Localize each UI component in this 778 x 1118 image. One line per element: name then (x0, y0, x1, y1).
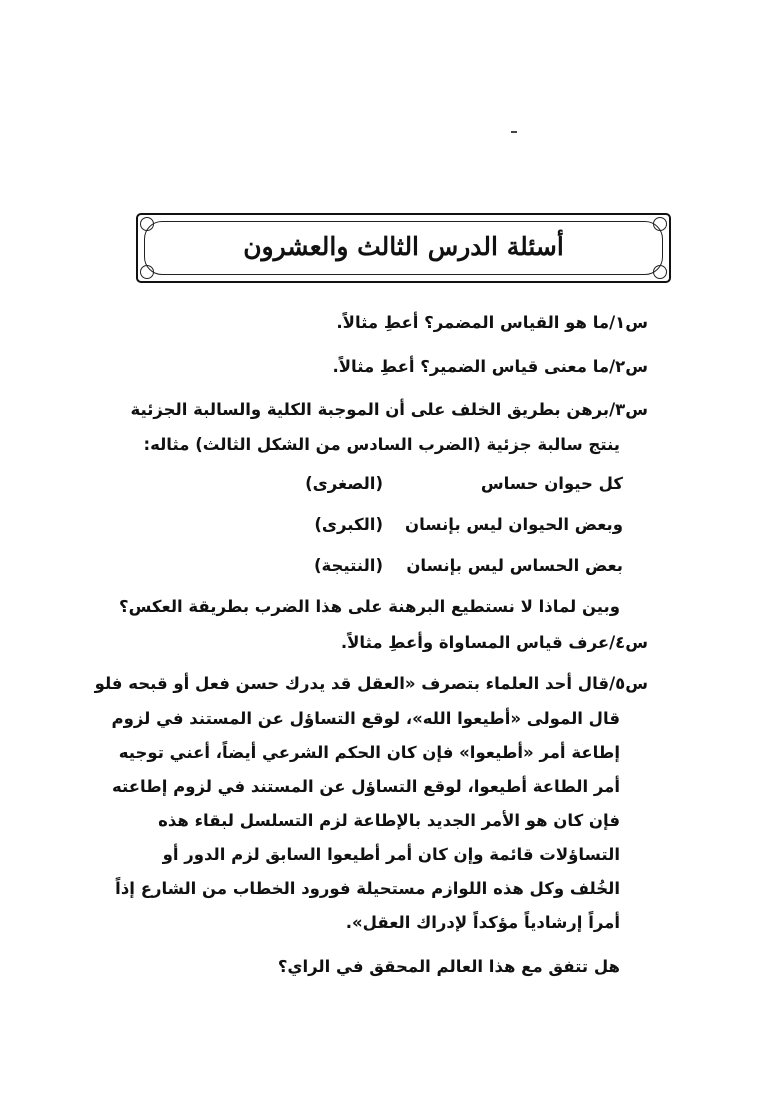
question-5-line: الخُلف وكل هذه اللوازم مستحيلة فورود الخطاب من الشارع إذاً (115, 879, 620, 898)
question-5-line: فإن كان هو الأمر الجديد بالإطاعة لزم التسلسل لبقاء هذه (158, 811, 620, 830)
question-5-line: قال المولى «أطيعوا الله»، لوقع التساؤل عن المستند في لزوم (111, 709, 620, 728)
frame-corner-ornament (140, 265, 154, 279)
title-frame (136, 213, 671, 283)
question-2: س٢/ما معنى قياس الضمير؟ أعطِ مثالاً. (332, 357, 648, 376)
question-5-final: هل تتفق مع هذا العالم المحقق في الراي؟ (277, 957, 620, 976)
question-1: س١/ما هو القياس المضمر؟ أعطِ مثالاً. (336, 313, 648, 332)
syllogism-premise: كل حيوان حساس (480, 474, 623, 493)
frame-corner-ornament (140, 217, 154, 231)
question-3-line-1: س٣/برهن بطريق الخلف على أن الموجبة الكلية والسالبة الجزئية (130, 400, 648, 419)
question-4: س٤/عرف قياس المساواة وأعطِ مثالاً. (340, 633, 648, 652)
question-3-line-2: ينتج سالبة جزئية (الضرب السادس من الشكل الثالث) مثاله: (143, 435, 620, 454)
syllogism-premise: بعض الحساس ليس بإنسان (406, 556, 623, 575)
question-5-line: التساؤلات قائمة وإن كان أمر أطيعوا السابق لزم الدور أو (162, 845, 620, 864)
question-5-line: س٥/قال أحد العلماء بتصرف «العقل قد يدرك حسن فعل أو قبحه فلو (94, 674, 648, 693)
question-5-line: أمراً إرشادياً مؤكداً لإدراك العقل». (345, 913, 620, 932)
frame-corner-ornament (653, 265, 667, 279)
syllogism-tag: (النتيجة) (313, 556, 383, 575)
scan-speck (511, 131, 517, 133)
frame-corner-ornament (653, 217, 667, 231)
question-3-line-3: وبين لماذا لا نستطيع البرهنة على هذا الضرب بطريقة العكس؟ (119, 597, 620, 616)
syllogism-tag: (الصغرى) (305, 474, 383, 493)
question-5-line: إطاعة أمر «أطيعوا» فإن كان الحكم الشرعي أيضاً، أعني توجيه (118, 743, 620, 762)
syllogism-tag: (الكبرى) (314, 515, 383, 534)
question-5-line: أمر الطاعة أطيعوا، لوقع التساؤل عن المستند في لزوم إطاعته (111, 777, 620, 796)
page-title: أسئلة الدرس الثالث والعشرون (243, 232, 564, 261)
syllogism-premise: وبعض الحيوان ليس بإنسان (405, 515, 623, 534)
